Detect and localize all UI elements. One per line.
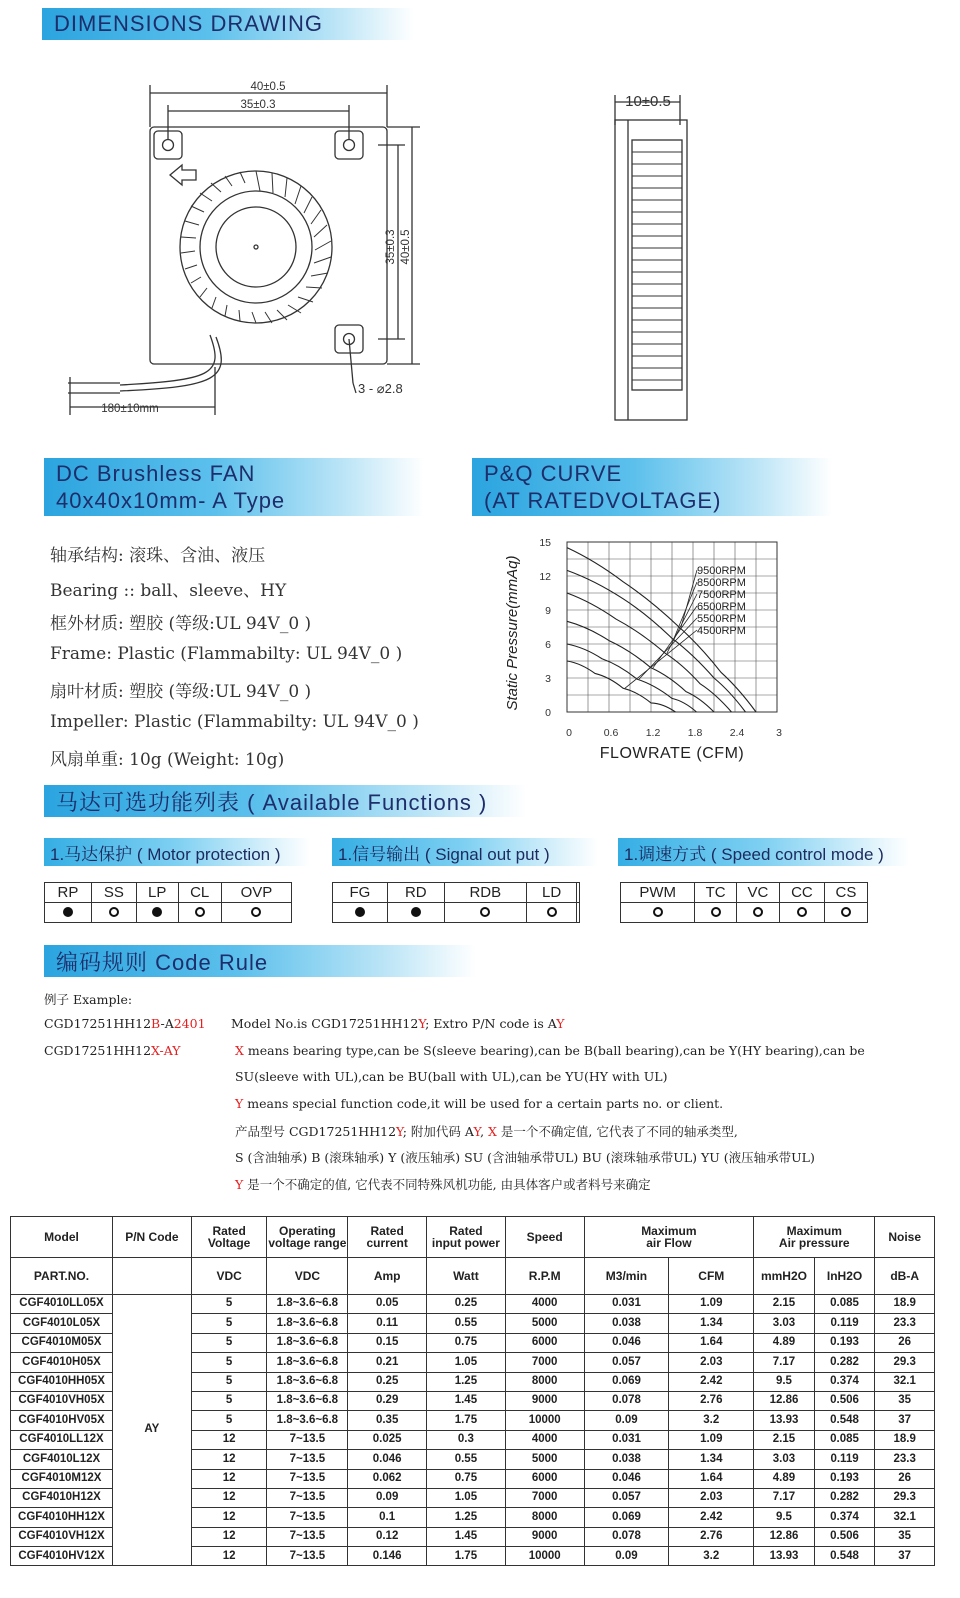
open-dot-icon — [547, 907, 557, 917]
table-cell: 4.89 — [754, 1333, 815, 1352]
table-cell: 1.45 — [427, 1527, 506, 1546]
open-dot-icon — [711, 907, 721, 917]
table-cell: 1.09 — [669, 1430, 754, 1449]
table-cell: CGF4010HV05X — [11, 1411, 113, 1430]
th-speed: Speed — [505, 1217, 584, 1258]
table-cell: 0.119 — [814, 1314, 875, 1333]
fn-label: RDB — [444, 883, 526, 903]
example-2-code: CGD17251HH12X-AY — [44, 1043, 181, 1058]
table-cell: 0.25 — [348, 1372, 427, 1391]
dimensions-title: DIMENSIONS DRAWING — [54, 11, 323, 36]
table-cell: 7~13.5 — [267, 1488, 348, 1507]
table-cell: 12.86 — [754, 1527, 815, 1546]
x-tick-label: 0.6 — [603, 727, 619, 739]
table-cell: 5 — [191, 1353, 267, 1372]
table-cell: CGF4010M05X — [11, 1333, 113, 1352]
table-cell: 3.2 — [669, 1411, 754, 1430]
fn-label: FG — [333, 883, 388, 903]
table-cell: 0.3 — [427, 1430, 506, 1449]
table-cell: 7000 — [505, 1353, 584, 1372]
pq-title-2: (AT RATEDVOLTAGE) — [484, 488, 722, 513]
x-tick-label: 1.8 — [687, 727, 703, 739]
pn-code-cell: AY — [112, 1295, 191, 1566]
table-cell: 0.75 — [427, 1333, 506, 1352]
table-cell: 0.1 — [348, 1508, 427, 1527]
table-cell: 9.5 — [754, 1508, 815, 1527]
table-cell: 1.8~3.6~6.8 — [267, 1411, 348, 1430]
table-cell: 6000 — [505, 1333, 584, 1352]
table-cell: 7~13.5 — [267, 1450, 348, 1469]
table-cell: 1.45 — [427, 1391, 506, 1410]
signal-output-title: 1.信号输出 ( Signal out put ) — [338, 844, 550, 864]
fn-label: LD — [526, 883, 577, 903]
unit-mmh2o: mmH2O — [754, 1258, 815, 1295]
fn-label: VC — [736, 883, 779, 903]
table-cell: 2.76 — [669, 1391, 754, 1410]
table-cell: 0.057 — [584, 1488, 669, 1507]
y-axis-label: Static Pressure(mmAq) — [504, 555, 521, 711]
table-cell: 37 — [875, 1547, 935, 1566]
x-tick-label: 1.2 — [645, 727, 661, 739]
table-cell: CGF4010LL12X — [11, 1430, 113, 1449]
table-cell: CGF4010L05X — [11, 1314, 113, 1333]
y-tick-label: 3 — [545, 673, 551, 685]
table-cell: 0.374 — [814, 1372, 875, 1391]
th-model: Model — [11, 1217, 113, 1258]
table-cell: 3.2 — [669, 1547, 754, 1566]
filled-dot-icon — [152, 907, 162, 917]
table-cell: 5000 — [505, 1314, 584, 1333]
table-cell: 10000 — [505, 1547, 584, 1566]
table-cell: 0.506 — [814, 1527, 875, 1546]
speed-control-table — [620, 882, 868, 923]
fn-label: OVP — [221, 883, 291, 903]
table-cell: 18.9 — [875, 1295, 935, 1314]
table-cell: 0.078 — [584, 1527, 669, 1546]
fan-header — [44, 458, 424, 516]
th-noise: Noise — [875, 1217, 935, 1258]
table-cell: 0.506 — [814, 1391, 875, 1410]
th-rated-voltage: Rated Voltage — [191, 1217, 267, 1258]
table-cell: 0.193 — [814, 1333, 875, 1352]
table-cell: CGF4010VH12X — [11, 1527, 113, 1546]
table-cell: 12 — [191, 1527, 267, 1546]
table-cell: 1.8~3.6~6.8 — [267, 1353, 348, 1372]
table-cell: 0.031 — [584, 1295, 669, 1314]
table-cell: 10000 — [505, 1411, 584, 1430]
th-airflow: Maximum air Flow — [584, 1217, 754, 1258]
example-1-code: CGD17251HH12B-A2401 — [44, 1016, 206, 1031]
table-cell: 7~13.5 — [267, 1430, 348, 1449]
table-cell: 0.085 — [814, 1295, 875, 1314]
signal-output-header — [332, 838, 598, 866]
y-tick-label: 12 — [539, 571, 551, 583]
table-cell: 12 — [191, 1469, 267, 1488]
table-cell: 0.12 — [348, 1527, 427, 1546]
table-cell: 0.078 — [584, 1391, 669, 1410]
fn-label: LP — [136, 883, 178, 903]
table-cell: 5000 — [505, 1450, 584, 1469]
table-cell: 13.93 — [754, 1547, 815, 1566]
table-cell: 12 — [191, 1547, 267, 1566]
spec-bearing-en: Bearing :: ball、sleeve、HY — [50, 581, 287, 601]
unit-part-no: PART.NO. — [11, 1258, 113, 1295]
table-cell: 5 — [191, 1391, 267, 1410]
table-cell: 0.09 — [348, 1488, 427, 1507]
table-cell: 3.03 — [754, 1450, 815, 1469]
table-cell: 18.9 — [875, 1430, 935, 1449]
table-cell: 0.15 — [348, 1333, 427, 1352]
fn-label: TC — [695, 883, 736, 903]
table-cell: 1.25 — [427, 1372, 506, 1391]
table-cell: 0.29 — [348, 1391, 427, 1410]
motor-protection-title: 1.马达保护 ( Motor protection ) — [50, 844, 281, 864]
functions-header — [44, 785, 526, 817]
open-dot-icon — [753, 907, 763, 917]
table-cell: 0.374 — [814, 1508, 875, 1527]
table-cell: 23.3 — [875, 1450, 935, 1469]
table-cell: CGF4010H12X — [11, 1488, 113, 1507]
holes-label: 3 - ⌀2.8 — [358, 381, 403, 396]
table-cell: 32.1 — [875, 1508, 935, 1527]
table-cell: 7~13.5 — [267, 1547, 348, 1566]
open-dot-icon — [653, 907, 663, 917]
table-cell: 2.15 — [754, 1430, 815, 1449]
x-tick-label: 3 — [776, 727, 782, 739]
speed-control-header — [618, 838, 909, 866]
fn-label: PWM — [621, 883, 695, 903]
pq-chart — [495, 530, 805, 775]
code-rule-header — [44, 945, 476, 977]
fn-label: CS — [824, 883, 867, 903]
spec-frame-cn: 框外材质: 塑胶 (等级:UL 94V_0 ) — [50, 614, 312, 634]
table-cell: 0.069 — [584, 1508, 669, 1527]
table-cell: 8000 — [505, 1508, 584, 1527]
table-cell: 2.42 — [669, 1372, 754, 1391]
unit-inh2o: InH2O — [814, 1258, 875, 1295]
table-cell: 6000 — [505, 1469, 584, 1488]
table-cell: 0.046 — [584, 1333, 669, 1352]
open-dot-icon — [109, 907, 119, 917]
table-cell: 12 — [191, 1450, 267, 1469]
table-cell: 0.21 — [348, 1353, 427, 1372]
x-desc-1: X means bearing type,can be S(sleeve bearing),can be B(ball bearing),can be Y(HY bearing),can be — [235, 1043, 865, 1058]
table-cell: 3.03 — [754, 1314, 815, 1333]
fn-label: SS — [91, 883, 136, 903]
th-rated-current: Rated current — [348, 1217, 427, 1258]
signal-output-table — [332, 882, 580, 923]
table-cell: 13.93 — [754, 1411, 815, 1430]
fn-label: CC — [780, 883, 825, 903]
spec-table — [10, 1216, 935, 1566]
table-cell: 0.35 — [348, 1411, 427, 1430]
table-cell: 0.55 — [427, 1314, 506, 1333]
table-cell: 1.05 — [427, 1353, 506, 1372]
fan-title-2: 40x40x10mm- A Type — [56, 488, 286, 513]
cn-desc-3: Y 是一个不确定的值, 它代表不同特殊风机功能, 由具体客户或者料号来确定 — [235, 1177, 651, 1192]
table-cell: CGF4010HH12X — [11, 1508, 113, 1527]
x-desc-2: SU(sleeve with UL),can be BU(ball with UL),can be YU(HY with UL) — [235, 1069, 668, 1084]
unit-dba: dB-A — [875, 1258, 935, 1295]
table-cell: 29.3 — [875, 1353, 935, 1372]
open-dot-icon — [251, 907, 261, 917]
table-cell: 1.05 — [427, 1488, 506, 1507]
table-row — [11, 1295, 935, 1314]
unit-cfm: CFM — [669, 1258, 754, 1295]
table-cell: 23.3 — [875, 1314, 935, 1333]
fn-label: CL — [178, 883, 221, 903]
th-pressure: Maximum Air pressure — [754, 1217, 875, 1258]
fan-frame — [150, 127, 387, 364]
dim-thickness: 10±0.5 — [625, 93, 671, 110]
fn-label: RD — [387, 883, 444, 903]
table-cell: 12 — [191, 1430, 267, 1449]
open-dot-icon — [797, 907, 807, 917]
table-cell: 4000 — [505, 1430, 584, 1449]
table-cell: 35 — [875, 1391, 935, 1410]
table-cell: 1.75 — [427, 1547, 506, 1566]
table-cell: 7~13.5 — [267, 1527, 348, 1546]
table-cell: CGF4010LL05X — [11, 1295, 113, 1314]
series-label: 8500RPM — [697, 577, 746, 589]
series-label: 9500RPM — [697, 565, 746, 577]
spec-frame-en: Frame: Plastic (Flammabilty: UL 94V_0 ) — [50, 644, 403, 664]
fn-label: RP — [45, 883, 92, 903]
table-cell: 4000 — [505, 1295, 584, 1314]
series-label: 4500RPM — [697, 625, 746, 637]
table-cell: 0.09 — [584, 1547, 669, 1566]
table-cell: CGF4010L12X — [11, 1450, 113, 1469]
table-cell: 0.046 — [348, 1450, 427, 1469]
unit-rpm: R.P.M — [505, 1258, 584, 1295]
table-cell: 0.09 — [584, 1411, 669, 1430]
table-cell: 7.17 — [754, 1488, 815, 1507]
table-cell: 0.548 — [814, 1547, 875, 1566]
table-cell: 1.8~3.6~6.8 — [267, 1295, 348, 1314]
table-cell: 35 — [875, 1527, 935, 1546]
y-tick-label: 9 — [545, 605, 551, 617]
table-cell: 1.8~3.6~6.8 — [267, 1333, 348, 1352]
front-view-drawing — [60, 75, 460, 425]
fn-label — [577, 883, 580, 903]
pq-header — [472, 458, 832, 516]
fan-title-1: DC Brushless FAN — [56, 461, 256, 486]
table-cell: 0.069 — [584, 1372, 669, 1391]
table-cell: 2.76 — [669, 1527, 754, 1546]
th-pn-code: P/N Code — [112, 1217, 191, 1258]
motor-protection-header — [44, 838, 310, 866]
table-cell: 9.5 — [754, 1372, 815, 1391]
table-cell: 2.03 — [669, 1353, 754, 1372]
table-cell: 32.1 — [875, 1372, 935, 1391]
dim-35-side: 35±0.3 — [385, 229, 397, 265]
table-cell: 0.193 — [814, 1469, 875, 1488]
table-cell: 1.75 — [427, 1411, 506, 1430]
unit-amp: Amp — [348, 1258, 427, 1295]
y-desc: Y means special function code,it will be used for a certain parts no. or client. — [235, 1096, 724, 1111]
spec-bearing-cn: 轴承结构: 滚珠、含油、液压 — [50, 546, 266, 566]
table-cell: 0.75 — [427, 1469, 506, 1488]
table-cell: 1.09 — [669, 1295, 754, 1314]
table-cell: 29.3 — [875, 1488, 935, 1507]
series-leader — [653, 606, 697, 668]
speed-control-title: 1.调速方式 ( Speed control mode ) — [624, 844, 884, 864]
table-cell: 0.062 — [348, 1469, 427, 1488]
code-rule-title: 编码规则 Code Rule — [56, 949, 269, 975]
dim-35-top: 35±0.3 — [240, 99, 276, 111]
spec-weight: 风扇单重: 10g (Weight: 10g) — [50, 750, 285, 770]
table-cell: 8000 — [505, 1372, 584, 1391]
table-cell: 12 — [191, 1488, 267, 1507]
table-cell: 5 — [191, 1411, 267, 1430]
y-tick-label: 15 — [539, 537, 551, 549]
unit-vdc-range: VDC — [267, 1258, 348, 1295]
side-view-drawing — [600, 90, 700, 430]
table-cell: 7~13.5 — [267, 1508, 348, 1527]
functions-title: 马达可选功能列表 ( Available Functions ) — [56, 789, 488, 815]
table-cell: 0.282 — [814, 1488, 875, 1507]
example-1-desc: Model No.is CGD17251HH12Y; Extro P/N code is AY — [231, 1016, 565, 1031]
table-cell: 0.282 — [814, 1353, 875, 1372]
table-cell: 1.64 — [669, 1333, 754, 1352]
filled-dot-icon — [411, 907, 421, 917]
series-label: 7500RPM — [697, 589, 746, 601]
table-cell: 7000 — [505, 1488, 584, 1507]
table-cell: 7~13.5 — [267, 1469, 348, 1488]
table-cell: 1.8~3.6~6.8 — [267, 1314, 348, 1333]
table-cell: 9000 — [505, 1527, 584, 1546]
table-cell: 0.146 — [348, 1547, 427, 1566]
x-tick-label: 0 — [566, 727, 572, 739]
th-operating-range: Operating voltage range — [267, 1217, 348, 1258]
table-cell: 5 — [191, 1295, 267, 1314]
table-cell: 12.86 — [754, 1391, 815, 1410]
unit-m3min: M3/min — [584, 1258, 669, 1295]
table-cell: 0.046 — [584, 1469, 669, 1488]
table-cell: 7.17 — [754, 1353, 815, 1372]
table-cell: 2.15 — [754, 1295, 815, 1314]
table-cell: 0.05 — [348, 1295, 427, 1314]
table-cell: 1.64 — [669, 1469, 754, 1488]
unit-vdc: VDC — [191, 1258, 267, 1295]
table-cell: 2.42 — [669, 1508, 754, 1527]
open-dot-icon — [841, 907, 851, 917]
table-cell: 1.34 — [669, 1314, 754, 1333]
table-cell: CGF4010M12X — [11, 1469, 113, 1488]
table-cell: 5 — [191, 1333, 267, 1352]
th-rated-power: Rated input power — [427, 1217, 506, 1258]
cn-desc-2: S (含油轴承) B (滚珠轴承) Y (液压轴承) SU (含油轴承带UL) BU (滚珠轴承带UL) YU (液压轴承带UL) — [235, 1150, 815, 1165]
y-tick-label: 6 — [545, 639, 551, 651]
table-cell: CGF4010VH05X — [11, 1391, 113, 1410]
dimensions-header — [42, 8, 414, 40]
table-cell: 1.8~3.6~6.8 — [267, 1391, 348, 1410]
series-label: 5500RPM — [697, 613, 746, 625]
open-dot-icon — [480, 907, 490, 917]
y-tick-label: 0 — [545, 707, 551, 719]
x-axis-label: FLOWRATE (CFM) — [599, 745, 745, 762]
table-cell: 0.038 — [584, 1314, 669, 1333]
cable-length: 180±10mm — [101, 403, 159, 415]
table-cell: 0.11 — [348, 1314, 427, 1333]
dim-40-side: 40±0.5 — [400, 229, 412, 265]
table-cell: 0.057 — [584, 1353, 669, 1372]
table-cell: 2.03 — [669, 1488, 754, 1507]
table-cell: 0.25 — [427, 1295, 506, 1314]
table-cell: 0.119 — [814, 1450, 875, 1469]
unit-watt: Watt — [427, 1258, 506, 1295]
table-cell: 0.025 — [348, 1430, 427, 1449]
filled-dot-icon — [63, 907, 73, 917]
table-cell: 5 — [191, 1314, 267, 1333]
dim-40-top: 40±0.5 — [250, 81, 286, 93]
cn-desc-1: 产品型号 CGD17251HH12Y; 附加代码 AY, X 是一个不确定值, 它代表了不同的轴承类型, — [235, 1124, 738, 1139]
table-cell: 0.031 — [584, 1430, 669, 1449]
table-cell: 26 — [875, 1333, 935, 1352]
table-cell: 26 — [875, 1469, 935, 1488]
table-cell: 9000 — [505, 1391, 584, 1410]
x-tick-label: 2.4 — [729, 727, 745, 739]
filled-dot-icon — [355, 907, 365, 917]
table-cell: CGF4010HH05X — [11, 1372, 113, 1391]
motor-protection-table — [44, 882, 292, 923]
table-cell: 1.25 — [427, 1508, 506, 1527]
table-cell: 1.34 — [669, 1450, 754, 1469]
series-line — [567, 661, 676, 712]
table-cell: 5 — [191, 1372, 267, 1391]
table-cell: 4.89 — [754, 1469, 815, 1488]
table-cell: 0.548 — [814, 1411, 875, 1430]
example-label: 例子 Example: — [44, 992, 133, 1007]
table-cell: CGF4010H05X — [11, 1353, 113, 1372]
table-cell: 0.085 — [814, 1430, 875, 1449]
series-line — [567, 621, 714, 712]
spec-impeller-en: Impeller: Plastic (Flammabilty: UL 94V_0 ) — [50, 712, 419, 732]
series-leader — [625, 630, 697, 688]
open-dot-icon — [195, 907, 205, 917]
table-cell: 0.55 — [427, 1450, 506, 1469]
table-cell: CGF4010HV12X — [11, 1547, 113, 1566]
spec-impeller-cn: 扇叶材质: 塑胶 (等级:UL 94V_0 ) — [50, 682, 312, 702]
table-cell: 0.038 — [584, 1450, 669, 1469]
table-cell: 37 — [875, 1411, 935, 1430]
pq-title-1: P&Q CURVE — [484, 461, 623, 486]
table-cell: 12 — [191, 1508, 267, 1527]
series-label: 6500RPM — [697, 601, 746, 613]
table-cell: 1.8~3.6~6.8 — [267, 1372, 348, 1391]
